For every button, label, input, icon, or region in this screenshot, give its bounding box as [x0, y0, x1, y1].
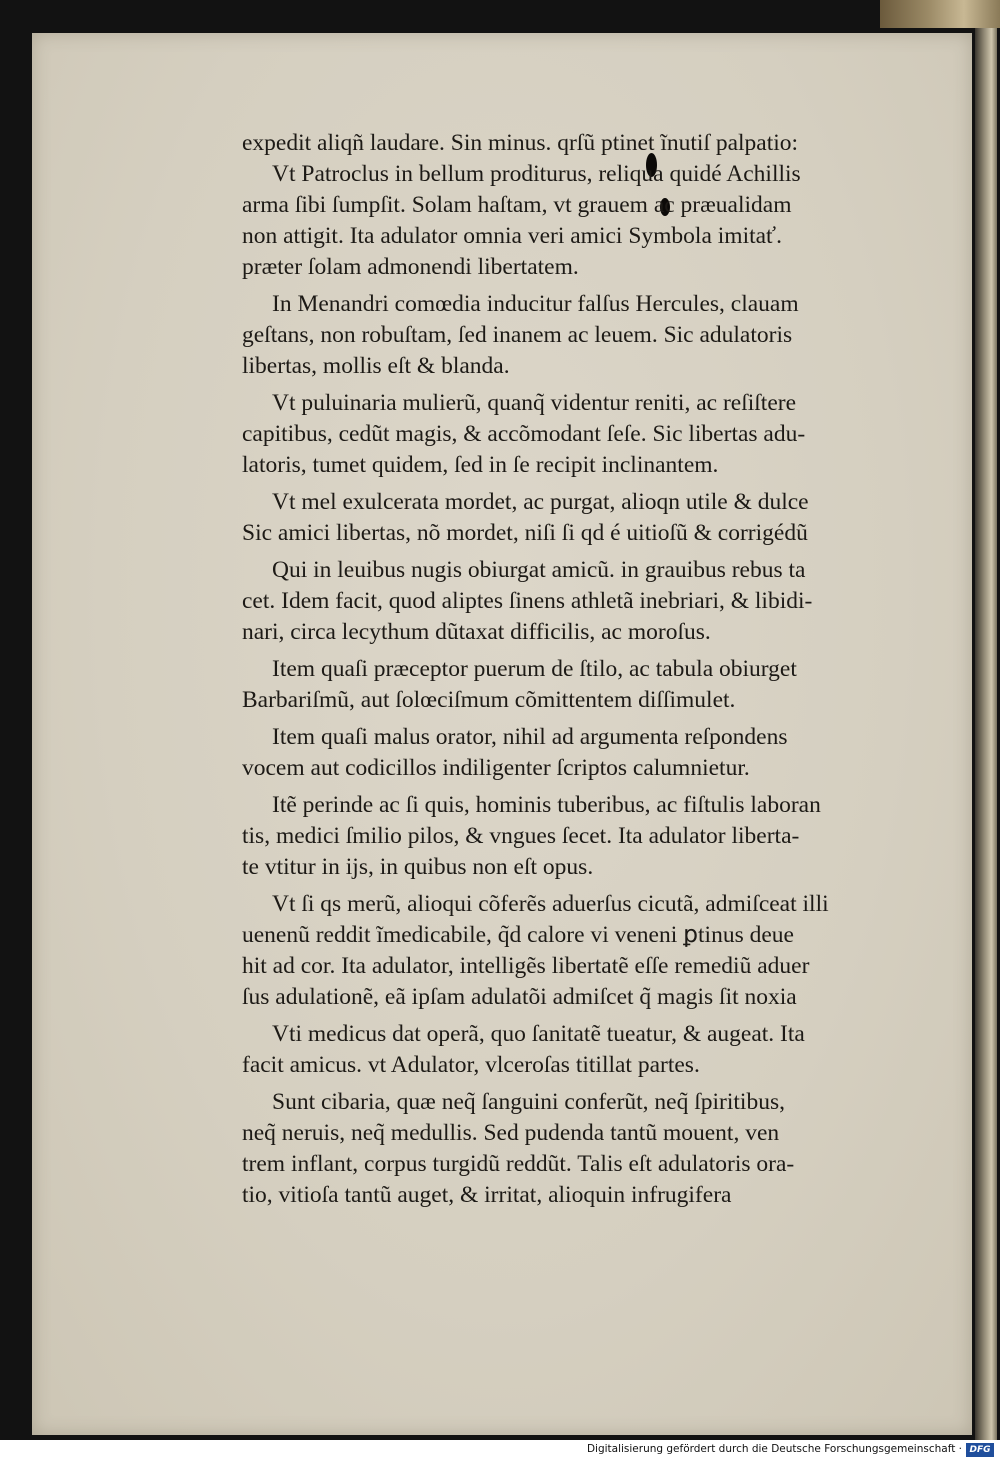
text-line: Qui in leuibus nugis obiurgat amicũ. in grauibus rebus ta [272, 557, 806, 583]
text-line: expedit aliqñ laudare. Sin minus. qrſũ ptinet ĩnutiſ palpatio: [242, 130, 799, 156]
text-line: ſus adulationẽ, eã ipſam adulatõi admiſcet q̃ magis ſit noxia [242, 984, 797, 1010]
text-line: nari, circa lecythum dũtaxat difficilis, ac moroſus. [242, 619, 711, 645]
text-line: In Menandri comœdia inducitur falſus Hercules, clauam [272, 291, 799, 317]
text-line: vocem aut codicillos indiligenter ſcriptos calumnietur. [242, 755, 750, 781]
text-line: non attigit. Ita adulator omnia veri amici Symbola imitať. [242, 223, 782, 249]
text-line: Sic amici libertas, nõ mordet, niſi ſi qd é uitioſũ & corrigédũ [242, 520, 808, 546]
text-line: tis, medici ſmilio pilos, & vngues ſecet. Ita adulator liberta- [242, 823, 800, 849]
text-line: capitibus, cedũt magis, & accõmodant ſeſe. Sic libertas adu- [242, 421, 806, 447]
text-line: Vt Patroclus in bellum proditurus, reliqua quidé Achillis [272, 161, 801, 187]
text-line: Vti medicus dat operã, quo ſanitatẽ tueatur, & augeat. Ita [272, 1021, 805, 1047]
text-line: Item quaſi præceptor puerum de ſtilo, ac tabula obiurget [272, 656, 797, 682]
dfg-logo-icon: DFG [966, 1443, 994, 1457]
footer-bar [0, 1440, 1000, 1461]
text-line: Itẽ perinde ac ſi quis, hominis tuberibus, ac fiſtulis laboran [272, 792, 821, 818]
text-line: tio, vitioſa tantũ auget, & irritat, alioquin infrugifera [242, 1182, 732, 1208]
funding-credit: Digitalisierung gefördert durch die Deutsche Forschungsgemeinschaft · [586, 1443, 962, 1455]
text-line: facit amicus. vt Adulator, vlceroſas titillat partes. [242, 1052, 700, 1078]
text-line: Vt ſi qs merũ, alioqui cõferẽs aduerſus cicutã, admiſceat illi [272, 891, 829, 917]
text-line: neq̃ neruis, neq̃ medullis. Sed pudenda tantũ mouent, ven [242, 1120, 780, 1146]
book-edge-right [975, 28, 997, 1440]
text-line: libertas, mollis eſt & blanda. [242, 353, 510, 379]
text-line: arma ſibi ſumpſit. Solam haſtam, vt grauem ac præualidam [242, 192, 792, 218]
text-line: Item quaſi malus orator, nihil ad argumenta reſpondens [272, 724, 788, 750]
text-line: præter ſolam admonendi libertatem. [242, 254, 579, 280]
page-text [242, 128, 922, 1211]
text-line: geſtans, non robuſtam, ſed inanem ac leuem. Sic adulatoris [242, 322, 793, 348]
text-line: latoris, tumet quidem, ſed in ſe recipit inclinantem. [242, 452, 719, 478]
text-line: uenenũ reddit ĩmedicabile, q̃d calore vi veneni ꝑtinus deue [242, 922, 794, 948]
text-line: Sunt cibaria, quæ neq̃ ſanguini conferũt, neq̃ ſpiritibus, [272, 1089, 785, 1115]
text-line: Vt puluinaria mulierũ, quanq̃ videntur reniti, ac reſiſtere [272, 390, 796, 416]
text-line: Barbariſmũ, aut ſolœciſmum cõmittentem diſſimulet. [242, 687, 736, 713]
text-line: trem inflant, corpus turgidũ reddũt. Talis eſt adulatoris ora- [242, 1151, 795, 1177]
text-line: hit ad cor. Ita adulator, intelligẽs libertatẽ eſſe remediũ aduer [242, 953, 810, 979]
text-line: te vtitur in ijs, in quibus non eſt opus. [242, 854, 594, 880]
text-line: Vt mel exulcerata mordet, ac purgat, alioqn utile & dulce [272, 489, 809, 515]
book-edge-top [880, 0, 1000, 28]
text-line: cet. Idem facit, quod aliptes ſinens athletã inebriari, & libidi- [242, 588, 813, 614]
